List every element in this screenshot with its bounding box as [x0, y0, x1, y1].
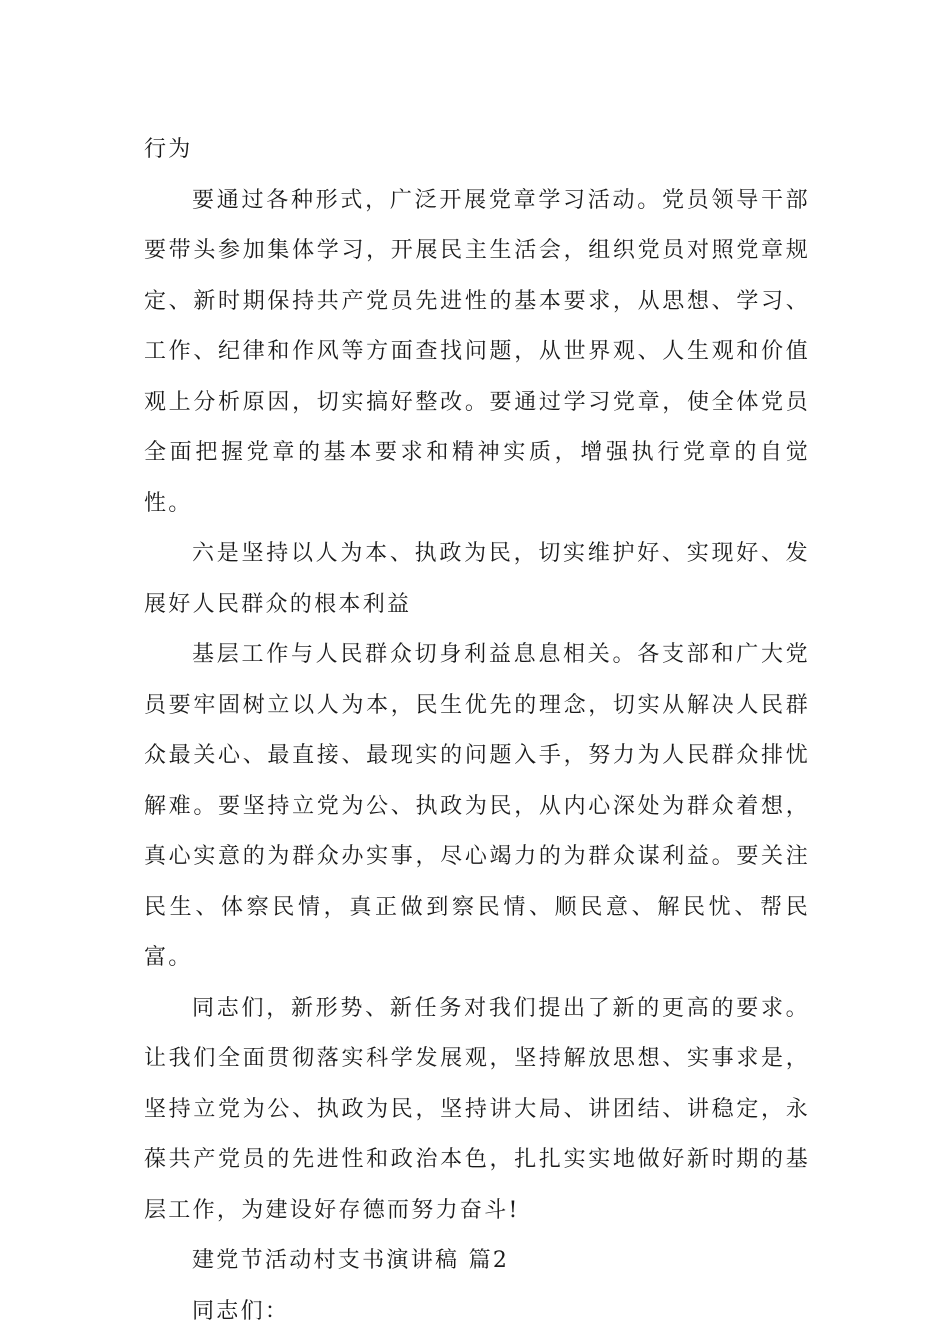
paragraph-heading-point-six: 六是坚持以人为本、执政为民，切实维护好、实现好、发展好人民群众的根本利益	[144, 541, 810, 617]
paragraph-party-constitution-study: 要通过各种形式，广泛开展党章学习活动。党员领导干部要带头参加集体学习，开展民主生活会，组织党员对照党章规定、新时期保持共产党员先进性的基本要求，从思想、学习、工作、纪律和作风等方面查找问题，从世界观、人生观和价值观上分析原因，切实搞好整改。要通过学习党章，使全体党员全面把握党章的基本要求和精神实质，增强执行党章的自觉性。	[144, 187, 810, 516]
paragraph-grassroots-work: 基层工作与人民群众切身利益息息相关。各支部和广大党员要牢固树立以人为本，民生优先的理念，切实从解决人民群众最关心、最直接、最现实的问题入手，努力为人民群众排忧解难。要坚持立党为公、执政为民，从内心深处为群众着想，真心实意的为群众办实事，尽心竭力的为群众谋利益。要关注民生、体察民情，真正做到察民情、顺民意、解民忧、帮民富。	[144, 642, 810, 970]
paragraph-closing-call: 同志们，新形势、新任务对我们提出了新的更高的要求。让我们全面贯彻落实科学发展观，坚持解放思想、实事求是，坚持立党为公、执政为民，坚持讲大局、讲团结、讲稳定，永葆共产党员的先进性和政治本色，扎扎实实地做好新时期的基层工作，为建设好存德而努力奋斗!	[144, 995, 810, 1223]
paragraph-salutation: 同志们：	[192, 1298, 290, 1324]
section-title-part-two: 建党节活动村支书演讲稿 篇2	[192, 1248, 510, 1273]
document-body	[144, 125, 810, 1337]
paragraph-continuation: 行为	[144, 137, 193, 162]
